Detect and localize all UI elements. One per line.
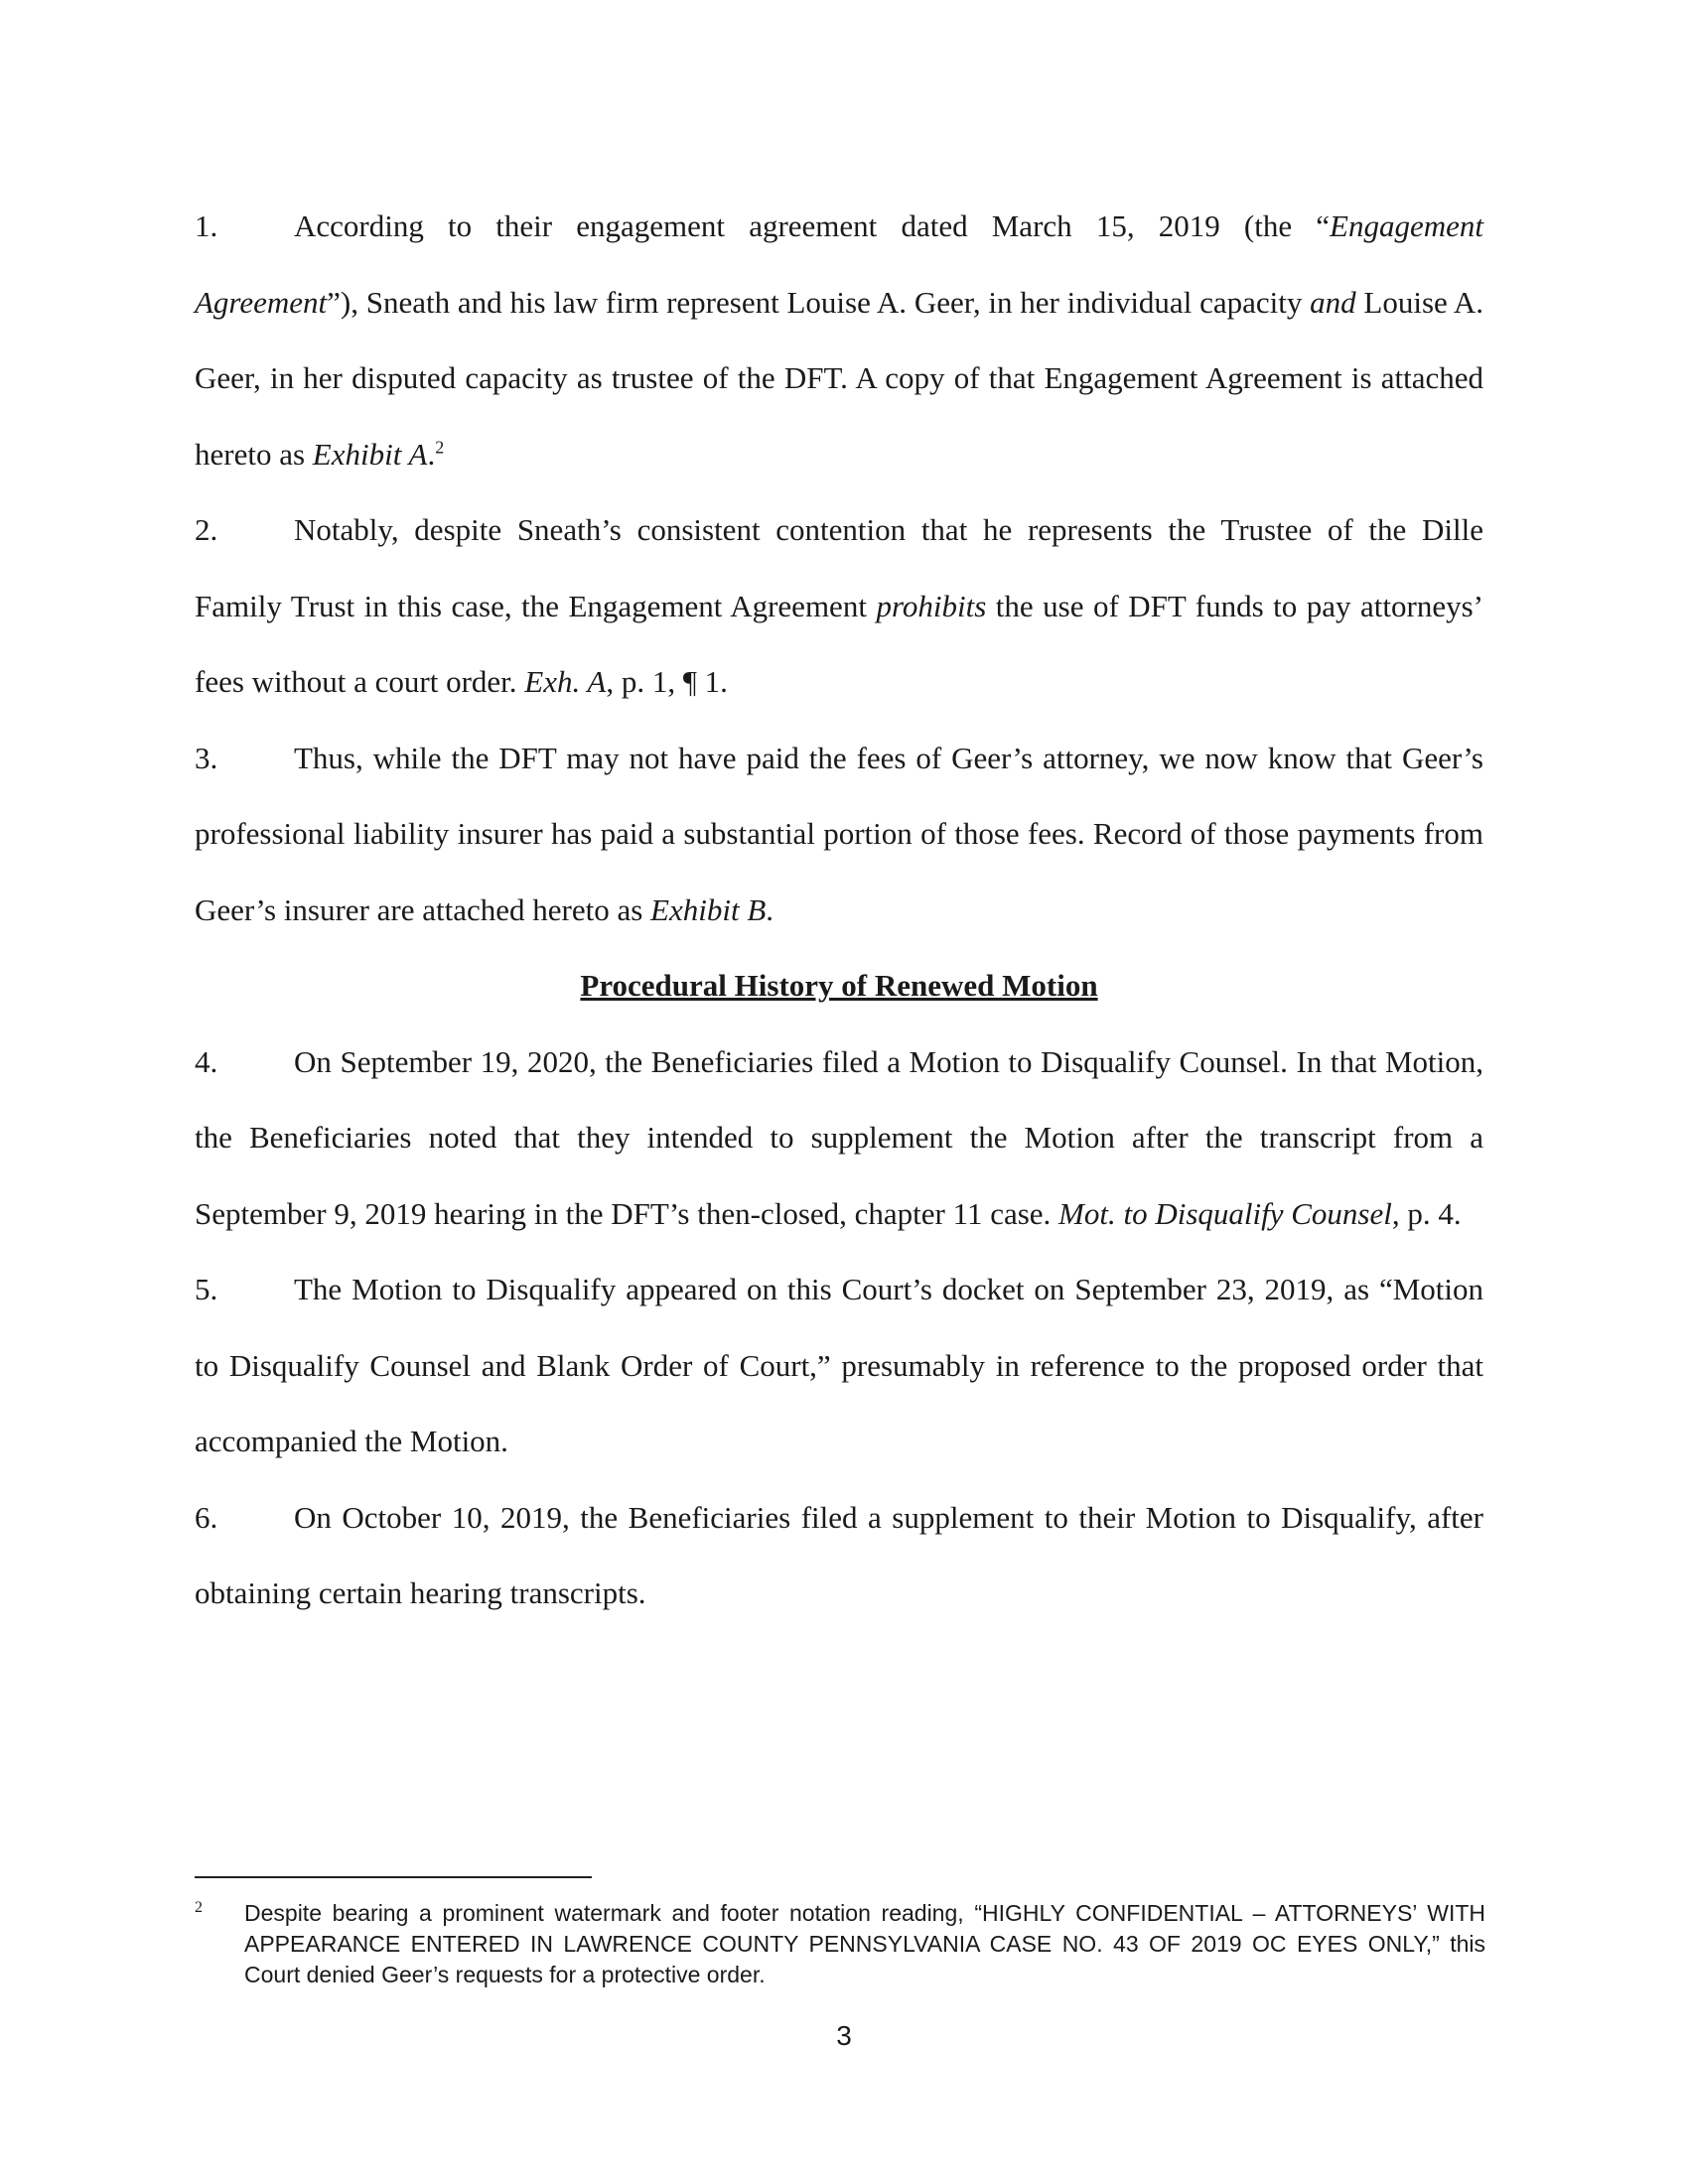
defined-term: Engagement Agreement [195,208,1483,320]
paragraph-text: . [766,891,774,927]
paragraph-number: 5. [195,1272,218,1306]
paragraph-number: 2. [195,512,218,547]
paragraph-number: 4. [195,1043,218,1079]
paragraph-text: According to their engagement agreement dated March 15, 2019 (the “ [294,208,1331,243]
paragraph-4 [195,1024,1483,1253]
paragraph-text: Louise A. Geer, in her disputed capacity as trustee of the DFT. A copy of that Engagement Agreement is attached hereto as [195,284,1483,472]
paragraph-3 [195,721,1483,949]
paragraph-text: The Motion to Disqualify appeared on this Court’s docket on September 23, 2019, as “Motion to Disqualify Counsel and Blank Order of Court,” presumably in reference to the proposed order that accompanied the Motion. [195,1272,1483,1458]
citation: Mot. to Disqualify Counsel [1058,1195,1392,1231]
paragraph-5 [195,1252,1483,1480]
footnote-divider [195,1876,592,1878]
paragraph-2 [195,492,1483,721]
paragraph-text: , p. 4. [1391,1195,1462,1231]
paragraph-text: Thus, while the DFT may not have paid the fees of Geer’s attorney, we now know that Geer’s professional liability insurer has paid a substantial portion of those fees. Record of those payments from Geer’s insurer are attached hereto as [195,740,1483,927]
paragraph-1 [195,189,1483,492]
paragraph-number: 3. [195,740,218,775]
citation: Exh. A [524,664,607,699]
body-text [195,189,1483,1632]
exhibit-reference: Exhibit A [312,436,428,472]
paragraph-text: On October 10, 2019, the Beneficiaries filed a supplement to their Motion to Disqualify, after obtaining certain hearing transcripts. [195,1499,1483,1610]
paragraph-number: 1. [195,208,218,243]
footnote-mark: 2 [195,1899,203,1916]
paragraph-text: . [427,436,436,472]
footnote [195,1898,1485,1990]
footnote-reference: 2 [435,437,445,458]
paragraph-text: the use of DFT funds to pay attorneys’ fees without a court order. [195,588,1483,699]
paragraph-text: ”), Sneath and his law firm represent Louise A. Geer, in her individual capacity [327,284,1311,320]
footnote-text: Despite bearing a prominent watermark and footer notation reading, “HIGHLY CONFIDENTIAL – ATTORNEYS’ WITH APPEARANCE ENTERED IN LAWRENCE COUNTY PENNSYLVANIA CASE NO. 43 OF 2019 OC EYES ONLY,” this Court denied Geer’s requests for a protective order. [244,1900,1485,1987]
emphasis: prohibits [876,588,987,623]
paragraph-6 [195,1480,1483,1632]
paragraph-text: Notably, despite Sneath’s consistent contention that he represents the Trustee of the Dille Family Trust in this case, the Engagement Agreement [195,512,1483,623]
section-heading: Procedural History of Renewed Motion [580,968,1098,1003]
paragraph-text: On September 19, 2020, the Beneficiaries filed a Motion to Disqualify Counsel. In that Motion, the Beneficiaries noted that they intended to supplement the Motion after the transcript from a September 9, 2019 hearing in the DFT’s then-closed, chapter 11 case. [195,1043,1483,1231]
exhibit-reference: Exhibit B [650,891,767,927]
emphasis: and [1310,284,1356,320]
paragraph-number: 6. [195,1499,218,1535]
paragraph-text: , p. 1, ¶ 1. [606,664,728,699]
page-number: 3 [836,2020,852,2051]
